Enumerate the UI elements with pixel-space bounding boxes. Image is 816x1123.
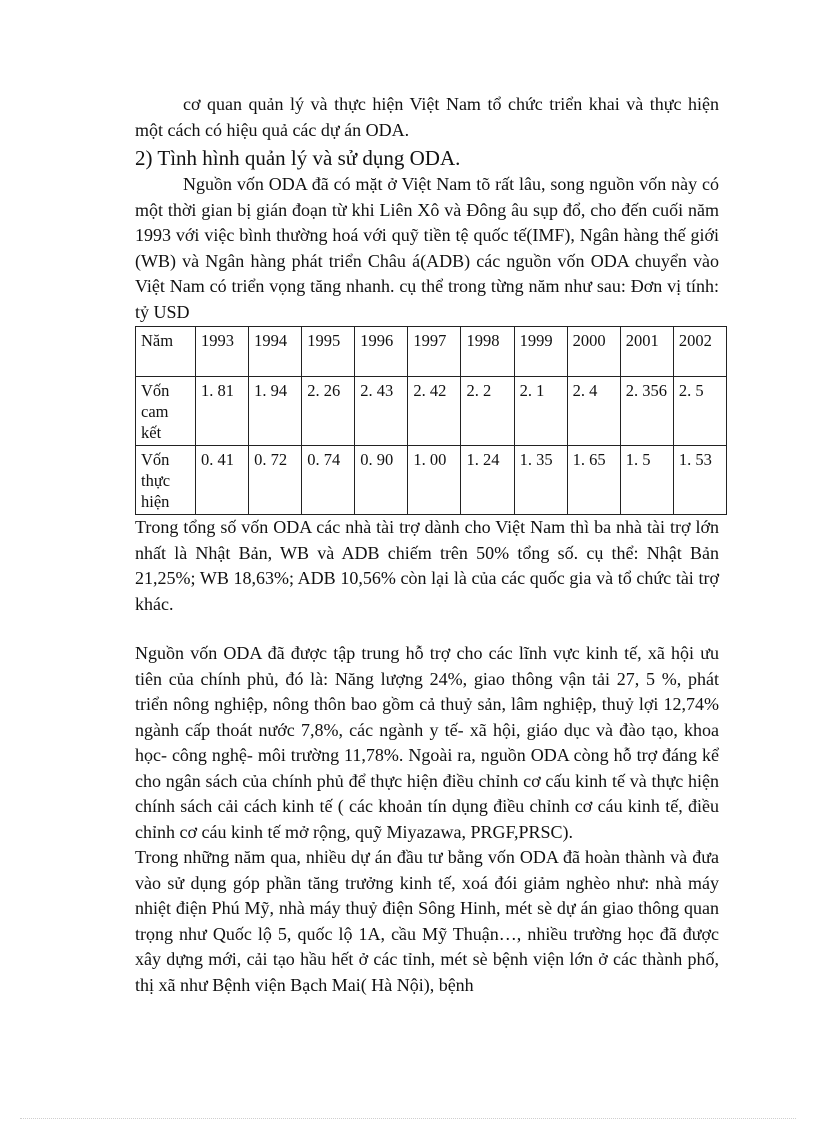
paragraph-intro-continued: cơ quan quản lý và thực hiện Việt Nam tổ chức triển khai và thực hiện một cách có hiệu quả các dự án ODA. <box>135 94 719 140</box>
page-content <box>135 92 719 998</box>
table-cell: 1995 <box>302 327 355 377</box>
table-cell: 1. 35 <box>514 446 567 515</box>
paragraph-projects: Trong những năm qua, nhiều dự án đầu tư bằng vốn ODA đã hoàn thành và đưa vào sử dụng góp phần tăng trưởng kinh tế, xoá đói giảm nghèo như: nhà máy nhiệt điện Phú Mỹ, nhà máy thuỷ điện Sông Hinh, mét sè dự án giao thông quan trọng như Quốc lộ 5, quốc lộ 1A, cầu Mỹ Thuận…, nhiều trường học đã được xây dựng mới, cải tạo hầu hết ở các tỉnh, mét sè bệnh viện lớn ở các thành phố, thị xã như Bệnh viện Bạch Mai( Hà Nội), bệnh <box>135 847 719 995</box>
table-cell: 0. 41 <box>196 446 249 515</box>
table-cell: 2. 356 <box>620 377 673 446</box>
paragraph-sectors: Nguồn vốn ODA đã được tập trung hỗ trợ cho các lĩnh vực kinh tế, xã hội ưu tiên của chính phủ, đó là: Năng lượng 24%, giao thông vận tải 27, 5 %, phát triển nông nghiệp, nông thôn bao gồm cả thuỷ sản, lâm nghiệp, thuỷ lợi 12,74% ngành cấp thoát nước 7,8%, các ngành y tế- xã hội, giáo dục và đào tạo, khoa học- công nghệ- môi trường 11,78%. Ngoài ra, nguồn ODA còng hỗ trợ đáng kể cho ngân sách của chính phủ để thực hiện điều chỉnh cơ cấu kinh tế và thực hiện chính sách cải cách kinh tế ( các khoản tín dụng điều chỉnh cơ cáu kinh tế, điều chỉnh cơ cáu kinh tế mở rộng, quỹ Miyazawa, PRGF,PRSC). <box>135 643 719 842</box>
table-cell: 0. 74 <box>302 446 355 515</box>
table-header-row <box>136 327 727 377</box>
table-row-committed <box>136 377 727 446</box>
table-cell: 1. 53 <box>673 446 726 515</box>
table-cell: 2. 26 <box>302 377 355 446</box>
table-cell: 1. 65 <box>567 446 620 515</box>
table-cell: 1. 5 <box>620 446 673 515</box>
table-cell: Năm <box>136 327 196 377</box>
table-row-disbursed <box>136 446 727 515</box>
section-heading: 2) Tình hình quản lý và sử dụng ODA. <box>135 146 461 170</box>
table-cell: Vốn cam kết <box>136 377 196 446</box>
table-cell: 1. 81 <box>196 377 249 446</box>
table-cell: 0. 90 <box>355 446 408 515</box>
table-cell: 2002 <box>673 327 726 377</box>
table-cell: 1996 <box>355 327 408 377</box>
table-cell: 1999 <box>514 327 567 377</box>
table-cell: 1994 <box>249 327 302 377</box>
table-cell: 2. 5 <box>673 377 726 446</box>
table-cell: 1997 <box>408 327 461 377</box>
table-cell: 2. 43 <box>355 377 408 446</box>
oda-table <box>135 326 727 515</box>
paragraph-oda-history: Nguồn vốn ODA đã có mặt ở Việt Nam tõ rất lâu, song nguồn vốn này có một thời gian bị gián đoạn từ khi Liên Xô và Đông âu sụp đổ, cho đến cuối năm 1993 với việc bình thường hoá với quỹ tiền tệ quốc tế(IMF), Ngân hàng thế giới (WB) và Ngân hàng phát triển Châu á(ADB) các nguồn vốn ODA chuyển vào Việt Nam có triển vọng tăng nhanh. cụ thể trong từng năm như sau: Đơn vị tính: tỷ USD <box>135 174 719 322</box>
table-cell: 2000 <box>567 327 620 377</box>
table-cell: 2. 4 <box>567 377 620 446</box>
table-cell: 1. 24 <box>461 446 514 515</box>
table-cell: 1. 94 <box>249 377 302 446</box>
table-cell: 1. 00 <box>408 446 461 515</box>
table-cell: 1993 <box>196 327 249 377</box>
page-bottom-divider <box>20 1118 796 1119</box>
table-cell: 2001 <box>620 327 673 377</box>
table-cell: 2. 42 <box>408 377 461 446</box>
table-cell: 2. 1 <box>514 377 567 446</box>
paragraph-spacer <box>135 617 719 641</box>
table-cell: 0. 72 <box>249 446 302 515</box>
table-cell: 1998 <box>461 327 514 377</box>
table-cell: Vốn thực hiện <box>136 446 196 515</box>
paragraph-donors: Trong tổng số vốn ODA các nhà tài trợ dành cho Việt Nam thì ba nhà tài trợ lớn nhất là Nhật Bản, WB và ADB chiếm trên 50% tổng số. cụ thể: Nhật Bản 21,25%; WB 18,63%; ADB 10,56% còn lại là của các quốc gia và tổ chức tài trợ khác. <box>135 517 719 614</box>
table-cell: 2. 2 <box>461 377 514 446</box>
